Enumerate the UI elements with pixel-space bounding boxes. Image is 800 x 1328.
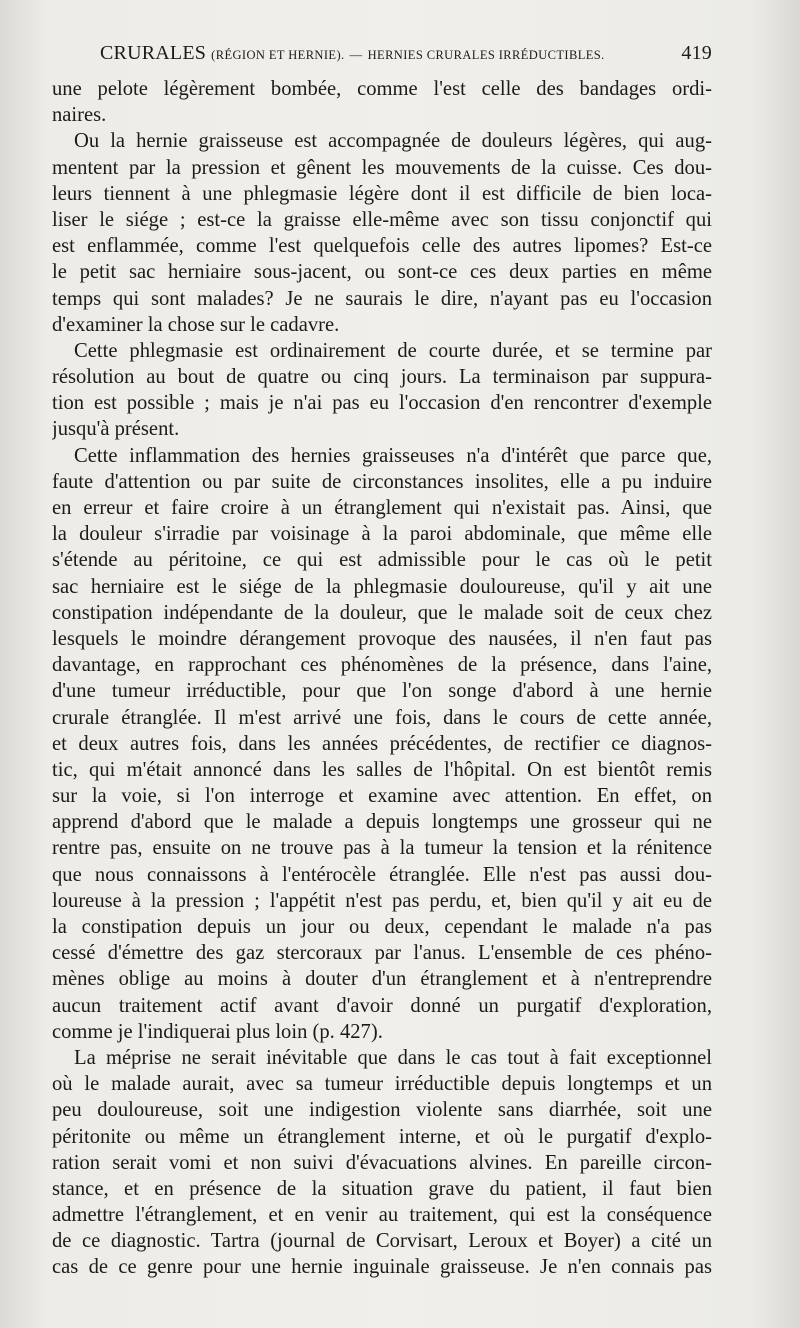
header-title: CRURALES (100, 42, 207, 64)
text-line: résolution au bout de quatre ou cinq jours. La terminaison par suppura- (52, 366, 712, 389)
text-line: apprend d'abord que le malade a depuis longtemps une grosseur qui ne (52, 811, 712, 834)
text-line: en erreur et faire croire à un étranglement qui n'existait pas. Ainsi, que (52, 497, 712, 519)
text-line: stance, et en présence de la situation grave du patient, il faut bien (52, 1177, 712, 1200)
text-line: où le malade aurait, avec sa tumeur irréductible depuis longtemps et un (52, 1073, 712, 1096)
text-line: cas de ce genre pour une hernie inguinale graisseuse. Je n'en connais pas (52, 1256, 712, 1279)
text-line: la constipation depuis un jour ou deux, cependant le malade n'a pas (52, 916, 712, 938)
text-line: davantage, en rapprochant ces phénomènes de la présence, dans l'aine, (52, 654, 712, 677)
text-line: la douleur s'irradie par voisinage à la paroi abdominale, que même elle (52, 523, 712, 546)
text-line: jusqu'à présent. (52, 418, 180, 441)
header-region: (RÉGION ET HERNIE). (211, 48, 345, 62)
text-line: tion est possible ; mais je n'ai pas eu l'occasion d'en rencontrer d'exemple (52, 392, 712, 415)
text-line: comme je l'indiquerai plus loin (p. 427). (52, 1020, 383, 1043)
text-line: lesquels le moindre dérangement provoque des nausées, il n'en faut pas (52, 627, 712, 650)
text-line: le petit sac herniaire sous-jacent, ou sont-ce ces deux parties en même (52, 261, 712, 284)
text-line: cessé d'émettre des gaz stercoraux par l'anus. L'ensemble de ces phéno- (52, 942, 712, 965)
text-line: de ce diagnostic. Tartra (journal de Corvisart, Leroux et Boyer) a cité un (52, 1230, 712, 1253)
text-line: admettre l'étranglement, et en venir au traitement, qui est la conséquence (52, 1204, 712, 1227)
text-line: tic, qui m'était annoncé dans les salles de l'hôpital. On est bientôt remis (52, 758, 712, 781)
text-line: faute d'attention ou par suite de circonstances insolites, elle a pu induire (52, 470, 712, 493)
text-line: sur la voie, si l'on interroge et examine avec attention. En effet, on (52, 785, 712, 808)
header-dash: — (349, 48, 363, 62)
text-line: constipation indépendante de la douleur, que le malade soit de ceux chez (52, 601, 712, 624)
text-line: La méprise ne serait inévitable que dans le cas tout à fait exceptionnel (74, 1046, 712, 1069)
text-line: que nous connaissons à l'entérocèle étranglée. Elle n'est pas aussi dou- (52, 863, 712, 886)
text-line: d'examiner la chose sur le cadavre. (52, 313, 340, 336)
text-line: naires. (52, 104, 107, 127)
text-line: aucun traitement actif avant d'avoir donné un purgatif d'exploration, (52, 994, 712, 1017)
text-line: mènes oblige au moins à douter d'un étranglement et à n'entreprendre (52, 968, 712, 991)
text-line: loureuse à la pression ; l'appétit n'est pas perdu, et, bien qu'il y ait eu de (52, 889, 712, 912)
text-line: crurale étranglée. Il m'est arrivé une fois, dans le cours de cette année, (52, 706, 712, 729)
text-line: et deux autres fois, dans les années précédentes, de rectifier ce diagnos- (52, 732, 712, 755)
text-line: s'étende au péritoine, ce qui est admissible pour le cas où le petit (52, 549, 712, 572)
text-line: leurs tiennent à une phlegmasie légère dont il est difficile de bien loca- (52, 182, 712, 205)
text-line: mentent par la pression et gênent les mouvements de la cuisse. Ces dou- (52, 156, 712, 179)
text-line: péritonite ou même un étranglement interne, et où le purgatif d'explo- (52, 1125, 712, 1148)
header-section: HERNIES CRURALES IRRÉDUCTIBLES. (367, 48, 605, 62)
text-line: peu douloureuse, soit une indigestion violente sans diarrhée, soit une (52, 1099, 712, 1122)
page-number: 419 (681, 42, 712, 64)
text-line: temps qui sont malades? Je ne saurais le dire, n'ayant pas eu l'occasion (52, 287, 712, 310)
running-header (100, 42, 712, 65)
text-line: est enflammée, comme l'est quelquefois celle des autres lipomes? Est-ce (52, 235, 712, 258)
body-text (52, 76, 712, 1281)
text-line: une pelote légèrement bombée, comme l'est celle des bandages ordi- (52, 78, 712, 100)
text-line: Cette inflammation des hernies graisseuses n'a d'intérêt que parce que, (74, 444, 712, 467)
text-line: Cette phlegmasie est ordinairement de courte durée, et se termine par (74, 339, 712, 362)
text-line: rentre pas, ensuite on ne trouve pas à la tumeur la tension et la rénitence (52, 837, 712, 860)
text-line: sac herniaire est le siége de la phlegmasie douloureuse, qu'il y ait une (52, 575, 712, 598)
text-line: ration serait vomi et non suivi d'évacuations alvines. En pareille circon- (52, 1151, 712, 1174)
text-line: d'une tumeur irréductible, pour que l'on songe d'abord à une hernie (52, 680, 712, 703)
text-line: Ou la hernie graisseuse est accompagnée de douleurs légères, qui aug- (74, 130, 712, 153)
text-line: liser le siége ; est-ce la graisse elle-même avec son tissu conjonctif qui (52, 208, 712, 231)
